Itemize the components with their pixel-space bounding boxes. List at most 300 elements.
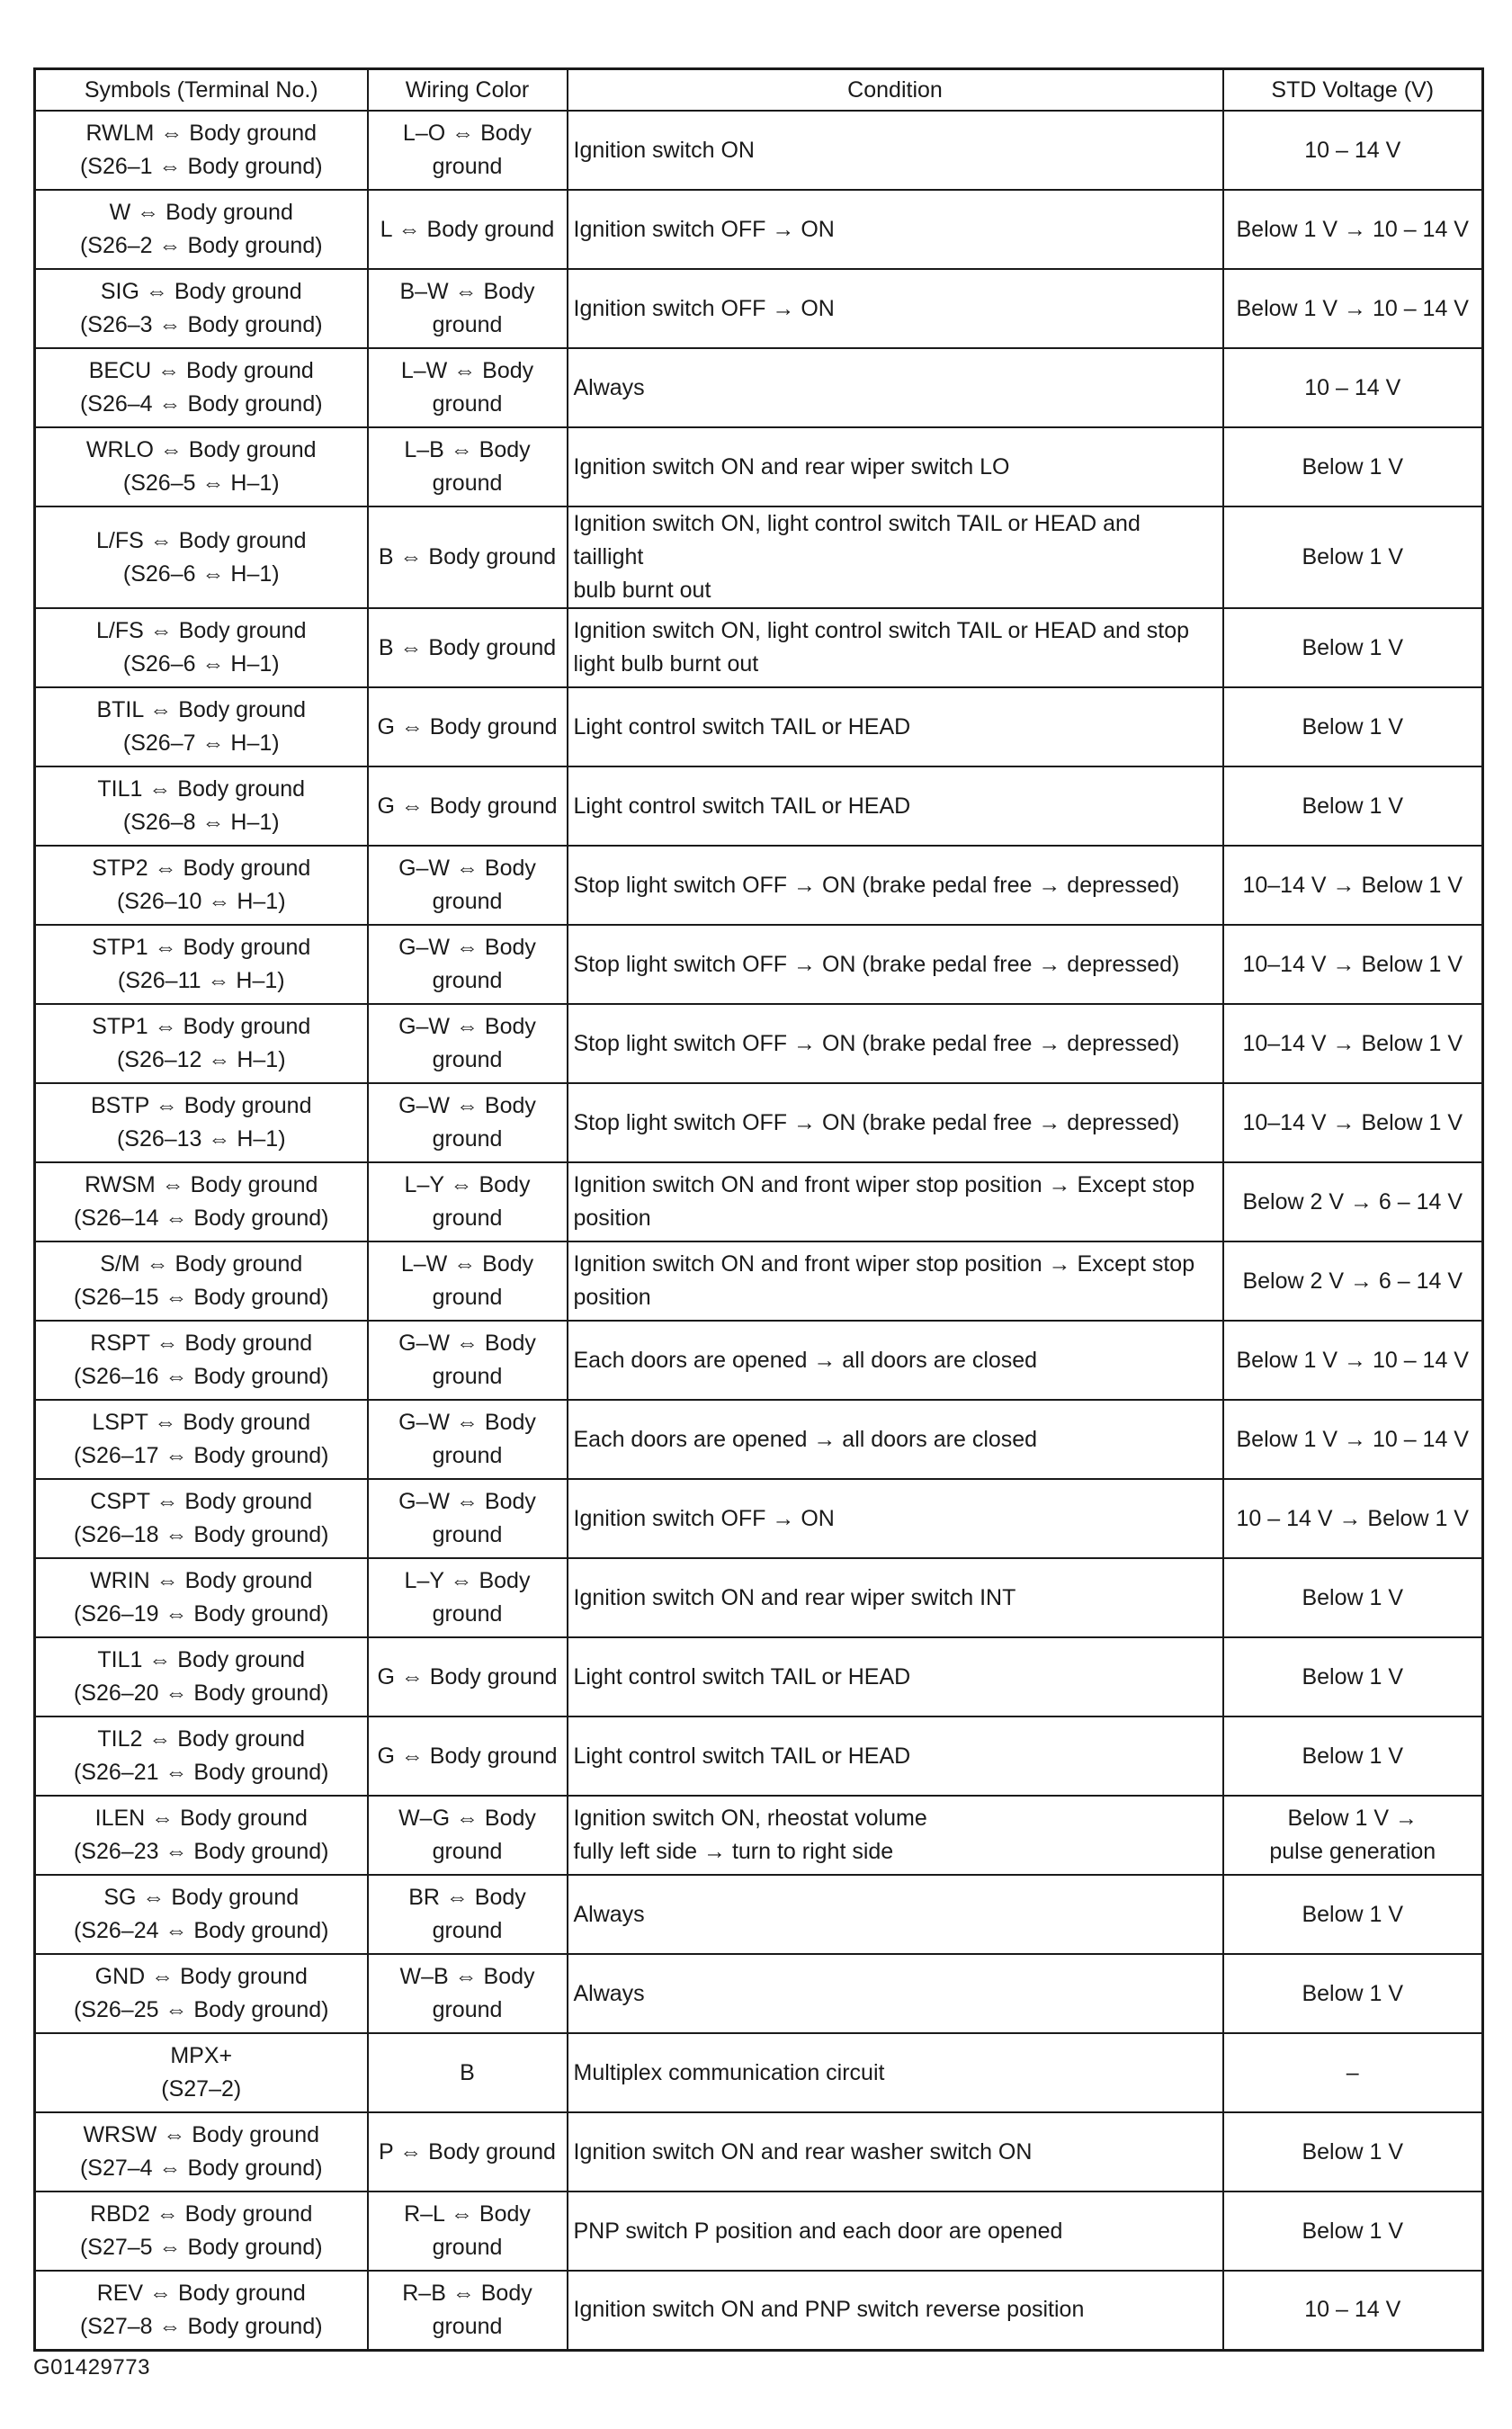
condition-cell-line: Multiplex communication circuit — [573, 2059, 885, 2085]
std-voltage-cell-line: Below 1 V — [1302, 2218, 1404, 2244]
table-row — [35, 1162, 1483, 1241]
figure-id: G01429773 — [33, 2355, 150, 2380]
condition-cell — [568, 269, 1223, 348]
wiring-color-cell — [368, 2191, 568, 2271]
wiring-color-cell-line: ground — [432, 1601, 503, 1627]
wiring-color-cell-line: B — [460, 2059, 475, 2085]
wiring-color-cell — [368, 766, 568, 846]
symbol-cell — [35, 2191, 368, 2271]
std-voltage-cell-line: Below 1 V — [1302, 544, 1404, 569]
wiring-color-cell — [368, 1479, 568, 1558]
std-voltage-cell — [1223, 111, 1483, 190]
std-voltage-cell-line: Below 1 V — [1302, 1663, 1404, 1690]
wiring-color-cell-line: P ⇔ Body ground — [379, 2138, 556, 2165]
symbol-cell-line: RBD2 ⇔ Body ground — [90, 2201, 313, 2227]
wiring-color-cell-line: ground — [432, 1364, 503, 1389]
wiring-color-cell — [368, 846, 568, 925]
table-row — [35, 506, 1483, 608]
header-row — [35, 69, 1483, 112]
wiring-color-cell — [368, 506, 568, 608]
wiring-color-cell — [368, 687, 568, 766]
condition-cell-line: bulb burnt out — [573, 578, 711, 603]
condition-cell-line: Always — [573, 374, 645, 400]
symbol-cell — [35, 190, 368, 269]
std-voltage-cell-line: 10 – 14 V — [1304, 374, 1401, 400]
symbol-cell-line: (S26–25 ⇔ Body ground) — [73, 1997, 329, 2022]
wiring-color-cell-line: ground — [432, 1285, 503, 1310]
std-voltage-cell — [1223, 608, 1483, 687]
wiring-color-cell — [368, 1796, 568, 1875]
std-voltage-cell — [1223, 506, 1483, 608]
table-row — [35, 348, 1483, 427]
wiring-color-cell-line: G–W ⇔ Body — [398, 1014, 536, 1039]
wiring-color-cell-line: ground — [432, 1522, 503, 1547]
symbol-cell-line: (S26–14 ⇔ Body ground) — [73, 1206, 329, 1231]
std-voltage-cell — [1223, 766, 1483, 846]
wiring-color-cell-line: L–W ⇔ Body — [400, 1251, 534, 1277]
condition-cell-line: Each doors are opened → all doors are closed — [573, 1347, 1038, 1373]
condition-cell — [568, 1558, 1223, 1637]
symbol-cell — [35, 348, 368, 427]
table-row — [35, 1083, 1483, 1162]
symbol-cell — [35, 925, 368, 1004]
condition-cell — [568, 1241, 1223, 1321]
symbol-cell-line: STP1 ⇔ Body ground — [92, 1014, 311, 1039]
terminal-voltage-sheet — [33, 67, 1481, 2352]
std-voltage-cell — [1223, 2033, 1483, 2112]
std-voltage-cell — [1223, 2271, 1483, 2350]
symbol-cell-line: CSPT ⇔ Body ground — [90, 1489, 313, 1514]
std-voltage-cell — [1223, 1875, 1483, 1954]
wiring-color-cell-line: B–W ⇔ Body — [399, 279, 535, 304]
symbol-cell — [35, 1637, 368, 1716]
symbol-cell — [35, 1241, 368, 1321]
table-row — [35, 1716, 1483, 1796]
condition-cell — [568, 766, 1223, 846]
table-row — [35, 1637, 1483, 1716]
symbol-cell-line: (S26–5 ⇔ H–1) — [122, 471, 280, 496]
condition-cell — [568, 1716, 1223, 1796]
std-voltage-cell-line: Below 1 V → — [1287, 1806, 1418, 1831]
condition-cell — [568, 846, 1223, 925]
symbol-cell-line: WRSW ⇔ Body ground — [83, 2122, 320, 2147]
table-row — [35, 1479, 1483, 1558]
std-voltage-cell — [1223, 1637, 1483, 1716]
symbol-cell-line: TIL1 ⇔ Body ground — [97, 776, 306, 802]
column-header-std-voltage: STD Voltage (V) — [1223, 69, 1483, 112]
symbol-cell-line: W ⇔ Body ground — [109, 200, 293, 225]
condition-cell — [568, 1083, 1223, 1162]
column-header-condition: Condition — [568, 69, 1223, 112]
condition-cell — [568, 1954, 1223, 2033]
wiring-color-cell-line: ground — [432, 391, 503, 417]
wiring-color-cell — [368, 2033, 568, 2112]
std-voltage-cell — [1223, 925, 1483, 1004]
wiring-color-cell-line: R–L ⇔ Body — [404, 2201, 531, 2227]
wiring-color-cell-line: BR ⇔ Body — [408, 1885, 526, 1910]
table-row — [35, 766, 1483, 846]
table-row — [35, 427, 1483, 506]
std-voltage-cell-line: 10–14 V → Below 1 V — [1242, 951, 1463, 977]
condition-cell-line: Light control switch TAIL or HEAD — [573, 1663, 911, 1690]
wiring-color-cell-line: G–W ⇔ Body — [398, 856, 536, 881]
symbol-cell-line: (S26–24 ⇔ Body ground) — [73, 1918, 329, 1943]
condition-cell-line: Ignition switch ON, light control switch TAIL or HEAD and stop — [573, 618, 1190, 643]
symbol-cell — [35, 1716, 368, 1796]
wiring-color-cell-line: L–Y ⇔ Body — [404, 1568, 531, 1593]
symbol-cell — [35, 1083, 368, 1162]
wiring-color-cell — [368, 1004, 568, 1083]
condition-cell — [568, 1796, 1223, 1875]
symbol-cell-line: (S26–6 ⇔ H–1) — [122, 560, 280, 587]
symbol-cell-line: MPX+ — [170, 2043, 233, 2068]
table-row — [35, 1321, 1483, 1400]
wiring-color-cell — [368, 1321, 568, 1400]
symbol-cell — [35, 1796, 368, 1875]
wiring-color-cell-line: R–B ⇔ Body — [402, 2280, 532, 2306]
std-voltage-cell — [1223, 1004, 1483, 1083]
std-voltage-cell-line: Below 1 V → 10 – 14 V — [1236, 1426, 1469, 1452]
condition-cell — [568, 190, 1223, 269]
condition-cell — [568, 2033, 1223, 2112]
std-voltage-cell-line: Below 1 V — [1302, 713, 1404, 739]
std-voltage-cell — [1223, 2112, 1483, 2191]
wiring-color-cell — [368, 1954, 568, 2033]
std-voltage-cell — [1223, 1716, 1483, 1796]
std-voltage-cell — [1223, 1796, 1483, 1875]
wiring-color-cell-line: ground — [432, 1206, 503, 1231]
symbol-cell-line: (S27–2) — [161, 2076, 242, 2102]
symbol-cell — [35, 1004, 368, 1083]
condition-cell-line: Ignition switch OFF → ON — [573, 216, 835, 242]
wiring-color-cell-line: W–G ⇔ Body — [398, 1806, 536, 1831]
wiring-color-cell-line: G ⇔ Body ground — [377, 1663, 558, 1690]
wiring-color-cell-line: ground — [432, 2235, 503, 2260]
std-voltage-cell — [1223, 687, 1483, 766]
symbol-cell — [35, 427, 368, 506]
symbol-cell — [35, 1558, 368, 1637]
std-voltage-cell — [1223, 1162, 1483, 1241]
symbol-cell-line: (S26–3 ⇔ Body ground) — [79, 312, 323, 337]
symbol-cell-line: RSPT ⇔ Body ground — [90, 1331, 313, 1356]
symbol-cell — [35, 2271, 368, 2350]
condition-cell-line: Ignition switch ON, rheostat volume — [573, 1806, 927, 1831]
symbol-cell-line: (S26–8 ⇔ H–1) — [122, 810, 280, 835]
symbol-cell — [35, 1479, 368, 1558]
std-voltage-cell — [1223, 269, 1483, 348]
table-row — [35, 2112, 1483, 2191]
table-row — [35, 1004, 1483, 1083]
std-voltage-cell — [1223, 348, 1483, 427]
wiring-color-cell — [368, 608, 568, 687]
symbol-cell-line: WRLO ⇔ Body ground — [85, 437, 317, 462]
symbol-cell-line: L/FS ⇔ Body ground — [96, 618, 307, 643]
symbol-cell — [35, 1400, 368, 1479]
condition-cell-line: Ignition switch OFF → ON — [573, 1505, 835, 1531]
wiring-color-cell-line: G ⇔ Body ground — [377, 1743, 558, 1769]
wiring-color-cell-line: W–B ⇔ Body — [399, 1964, 535, 1989]
std-voltage-cell-line: 10 – 14 V — [1304, 137, 1401, 163]
symbol-cell — [35, 1875, 368, 1954]
std-voltage-cell — [1223, 846, 1483, 925]
std-voltage-cell-line: 10–14 V → Below 1 V — [1242, 872, 1463, 898]
table-row — [35, 111, 1483, 190]
symbol-cell-line: RWLM ⇔ Body ground — [85, 121, 318, 146]
table-row — [35, 269, 1483, 348]
condition-cell-line: position — [573, 1206, 651, 1231]
condition-cell — [568, 2271, 1223, 2350]
condition-cell-line: Ignition switch ON and rear washer switch ON — [573, 2138, 1033, 2165]
symbol-cell-line: WRIN ⇔ Body ground — [90, 1568, 313, 1593]
symbol-cell — [35, 111, 368, 190]
std-voltage-cell-line: 10 – 14 V → Below 1 V — [1236, 1505, 1469, 1531]
condition-cell-line: Ignition switch ON and rear wiper switch LO — [573, 453, 1010, 480]
condition-cell-line: Ignition switch ON and rear wiper switch INT — [573, 1584, 1016, 1610]
std-voltage-cell — [1223, 1400, 1483, 1479]
condition-cell — [568, 111, 1223, 190]
terminal-voltage-table — [33, 67, 1484, 2352]
symbol-cell-line: (S27–5 ⇔ Body ground) — [79, 2235, 323, 2260]
wiring-color-cell-line: ground — [432, 471, 503, 496]
symbol-cell-line: ILEN ⇔ Body ground — [94, 1806, 308, 1831]
condition-cell — [568, 687, 1223, 766]
symbol-cell-line: TIL1 ⇔ Body ground — [97, 1647, 306, 1672]
condition-cell-line: Stop light switch OFF → ON (brake pedal free → depressed) — [573, 1030, 1180, 1056]
wiring-color-cell — [368, 1716, 568, 1796]
symbol-cell-line: (S26–12 ⇔ H–1) — [116, 1047, 286, 1072]
condition-cell-line: Ignition switch ON, light control switch TAIL or HEAD and taillight — [573, 511, 1141, 569]
table-row — [35, 2271, 1483, 2350]
table-row — [35, 1400, 1483, 1479]
wiring-color-cell — [368, 269, 568, 348]
symbol-cell — [35, 1321, 368, 1400]
wiring-color-cell-line: ground — [432, 1443, 503, 1468]
wiring-color-cell-line: G–W ⇔ Body — [398, 935, 536, 960]
std-voltage-cell-line: Below 1 V → 10 – 14 V — [1236, 295, 1469, 321]
condition-cell-line: Light control switch TAIL or HEAD — [573, 793, 911, 819]
symbol-cell-line: TIL2 ⇔ Body ground — [97, 1726, 306, 1752]
wiring-color-cell — [368, 348, 568, 427]
wiring-color-cell-line: ground — [432, 2313, 503, 2339]
symbol-cell-line: (S26–11 ⇔ H–1) — [117, 968, 285, 993]
symbol-cell-line: (S26–16 ⇔ Body ground) — [73, 1364, 329, 1389]
wiring-color-cell-line: G ⇔ Body ground — [377, 793, 558, 819]
condition-cell — [568, 427, 1223, 506]
symbol-cell-line: SIG ⇔ Body ground — [100, 279, 302, 304]
symbol-cell-line: SG ⇔ Body ground — [103, 1885, 300, 1910]
condition-cell — [568, 506, 1223, 608]
wiring-color-cell — [368, 925, 568, 1004]
table-row — [35, 1241, 1483, 1321]
wiring-color-cell-line: L–O ⇔ Body — [402, 121, 532, 146]
condition-cell-line: Stop light switch OFF → ON (brake pedal free → depressed) — [573, 951, 1180, 977]
symbol-cell-line: BTIL ⇔ Body ground — [96, 697, 307, 722]
symbol-cell-line: (S26–7 ⇔ H–1) — [122, 730, 280, 756]
std-voltage-cell-line: Below 1 V — [1302, 793, 1404, 819]
wiring-color-cell — [368, 2271, 568, 2350]
wiring-color-cell-line: ground — [432, 1126, 503, 1152]
condition-cell-line: fully left side → turn to right side — [573, 1839, 894, 1864]
symbol-cell-line: STP2 ⇔ Body ground — [92, 856, 311, 881]
symbol-cell-line: REV ⇔ Body ground — [96, 2280, 306, 2306]
table-row — [35, 687, 1483, 766]
wiring-color-cell-line: L ⇔ Body ground — [380, 216, 555, 242]
wiring-color-cell-line: ground — [432, 1047, 503, 1072]
symbol-cell-line: (S26–1 ⇔ Body ground) — [79, 154, 323, 179]
wiring-color-cell-line: ground — [432, 312, 503, 337]
std-voltage-cell — [1223, 1479, 1483, 1558]
condition-cell-line: Ignition switch ON — [573, 137, 755, 163]
wiring-color-cell-line: ground — [432, 1918, 503, 1943]
condition-cell — [568, 608, 1223, 687]
condition-cell — [568, 1162, 1223, 1241]
std-voltage-cell-line: Below 2 V → 6 – 14 V — [1242, 1268, 1463, 1294]
symbol-cell-line: L/FS ⇔ Body ground — [96, 527, 307, 553]
std-voltage-cell-line: 10–14 V → Below 1 V — [1242, 1030, 1463, 1056]
condition-cell — [568, 1400, 1223, 1479]
std-voltage-cell — [1223, 1241, 1483, 1321]
wiring-color-cell-line: B ⇔ Body ground — [378, 634, 557, 660]
wiring-color-cell — [368, 190, 568, 269]
table-row — [35, 2191, 1483, 2271]
symbol-cell-line: STP1 ⇔ Body ground — [92, 935, 311, 960]
symbol-cell-line: (S26–23 ⇔ Body ground) — [73, 1839, 329, 1864]
wiring-color-cell-line: G ⇔ Body ground — [377, 713, 558, 739]
table-row — [35, 1954, 1483, 2033]
condition-cell — [568, 1875, 1223, 1954]
std-voltage-cell-line: Below 1 V — [1302, 1584, 1404, 1610]
symbol-cell-line: RWSM ⇔ Body ground — [85, 1172, 318, 1197]
std-voltage-cell-line: 10 – 14 V — [1304, 2297, 1401, 2323]
symbol-cell-line: (S26–13 ⇔ H–1) — [116, 1126, 286, 1152]
std-voltage-cell-line: Below 1 V → 10 – 14 V — [1236, 1347, 1469, 1373]
table-row — [35, 1796, 1483, 1875]
wiring-color-cell — [368, 1558, 568, 1637]
condition-cell-line: Light control switch TAIL or HEAD — [573, 713, 911, 739]
wiring-color-cell-line: ground — [432, 1839, 503, 1864]
wiring-color-cell — [368, 111, 568, 190]
condition-cell-line: light bulb burnt out — [573, 651, 759, 677]
symbol-cell-line: BSTP ⇔ Body ground — [90, 1093, 312, 1118]
symbol-cell-line: BECU ⇔ Body ground — [88, 358, 314, 383]
wiring-color-cell-line: L–Y ⇔ Body — [404, 1172, 531, 1197]
wiring-color-cell — [368, 2112, 568, 2191]
symbol-cell-line: (S26–4 ⇔ Body ground) — [79, 391, 323, 417]
wiring-color-cell-line: G–W ⇔ Body — [398, 1410, 536, 1435]
condition-cell-line: Stop light switch OFF → ON (brake pedal free → depressed) — [573, 1109, 1180, 1135]
wiring-color-cell-line: B ⇔ Body ground — [378, 544, 557, 569]
std-voltage-cell-line: Below 1 V — [1302, 1980, 1404, 2006]
wiring-color-cell-line: G–W ⇔ Body — [398, 1489, 536, 1514]
std-voltage-cell — [1223, 1321, 1483, 1400]
symbol-cell — [35, 846, 368, 925]
symbol-cell-line: (S26–6 ⇔ H–1) — [122, 651, 280, 677]
condition-cell — [568, 2191, 1223, 2271]
std-voltage-cell — [1223, 1954, 1483, 2033]
std-voltage-cell — [1223, 190, 1483, 269]
symbol-cell — [35, 1162, 368, 1241]
table-row — [35, 1875, 1483, 1954]
symbol-cell-line: GND ⇔ Body ground — [94, 1964, 308, 1989]
condition-cell — [568, 2112, 1223, 2191]
std-voltage-cell-line: Below 1 V — [1302, 1901, 1404, 1927]
std-voltage-cell-line: 10–14 V → Below 1 V — [1242, 1109, 1463, 1135]
column-header-symbols: Symbols (Terminal No.) — [35, 69, 368, 112]
std-voltage-cell — [1223, 1558, 1483, 1637]
wiring-color-cell — [368, 1241, 568, 1321]
symbol-cell — [35, 608, 368, 687]
symbol-cell-line: (S26–2 ⇔ Body ground) — [79, 233, 323, 258]
std-voltage-cell — [1223, 2191, 1483, 2271]
condition-cell-line: Light control switch TAIL or HEAD — [573, 1743, 911, 1769]
condition-cell-line: Ignition switch ON and front wiper stop position → Except stop — [573, 1172, 1195, 1197]
wiring-color-cell-line: ground — [432, 889, 503, 914]
symbol-cell-line: (S26–19 ⇔ Body ground) — [73, 1601, 329, 1627]
condition-cell-line: Ignition switch OFF → ON — [573, 295, 835, 321]
wiring-color-cell-line: ground — [432, 154, 503, 179]
table-row — [35, 1558, 1483, 1637]
symbol-cell-line: (S26–17 ⇔ Body ground) — [73, 1443, 329, 1468]
std-voltage-cell-line: pulse generation — [1269, 1839, 1436, 1864]
wiring-color-cell — [368, 1875, 568, 1954]
table-row — [35, 608, 1483, 687]
table-row — [35, 2033, 1483, 2112]
wiring-color-cell-line: ground — [432, 1997, 503, 2022]
symbol-cell — [35, 766, 368, 846]
condition-cell — [568, 348, 1223, 427]
std-voltage-cell-line: Below 1 V — [1302, 1743, 1404, 1769]
std-voltage-cell-line: – — [1346, 2059, 1359, 2085]
condition-cell — [568, 1004, 1223, 1083]
std-voltage-cell-line: Below 2 V → 6 – 14 V — [1242, 1188, 1463, 1214]
wiring-color-cell — [368, 1162, 568, 1241]
condition-cell-line: PNP switch P position and each door are opened — [573, 2218, 1063, 2244]
wiring-color-cell-line: ground — [432, 968, 503, 993]
condition-cell — [568, 1479, 1223, 1558]
symbol-cell-line: LSPT ⇔ Body ground — [92, 1410, 311, 1435]
symbol-cell — [35, 687, 368, 766]
condition-cell — [568, 1637, 1223, 1716]
symbol-cell — [35, 506, 368, 608]
table-header — [35, 69, 1483, 112]
condition-cell-line: Stop light switch OFF → ON (brake pedal free → depressed) — [573, 872, 1180, 898]
wiring-color-cell — [368, 427, 568, 506]
condition-cell-line: Ignition switch ON and front wiper stop position → Except stop — [573, 1251, 1195, 1277]
symbol-cell — [35, 2112, 368, 2191]
table-row — [35, 190, 1483, 269]
symbol-cell-line: S/M ⇔ Body ground — [100, 1251, 303, 1277]
table-row — [35, 846, 1483, 925]
symbol-cell — [35, 269, 368, 348]
std-voltage-cell — [1223, 427, 1483, 506]
std-voltage-cell — [1223, 1083, 1483, 1162]
symbol-cell-line: (S26–15 ⇔ Body ground) — [73, 1285, 329, 1310]
table-body — [35, 111, 1483, 2350]
symbol-cell-line: (S27–8 ⇔ Body ground) — [79, 2313, 323, 2339]
symbol-cell — [35, 2033, 368, 2112]
condition-cell-line: Each doors are opened → all doors are closed — [573, 1426, 1038, 1452]
symbol-cell-line: (S26–18 ⇔ Body ground) — [73, 1522, 329, 1547]
symbol-cell-line: (S26–20 ⇔ Body ground) — [73, 1681, 329, 1706]
condition-cell-line: position — [573, 1285, 651, 1310]
condition-cell-line: Ignition switch ON and PNP switch reverse position — [573, 2297, 1085, 2323]
column-header-wiring-color: Wiring Color — [368, 69, 568, 112]
wiring-color-cell-line: L–W ⇔ Body — [400, 358, 534, 383]
std-voltage-cell-line: Below 1 V — [1302, 453, 1404, 480]
wiring-color-cell-line: G–W ⇔ Body — [398, 1093, 536, 1118]
std-voltage-cell-line: Below 1 V — [1302, 2138, 1404, 2165]
symbol-cell-line: (S26–21 ⇔ Body ground) — [73, 1760, 329, 1785]
